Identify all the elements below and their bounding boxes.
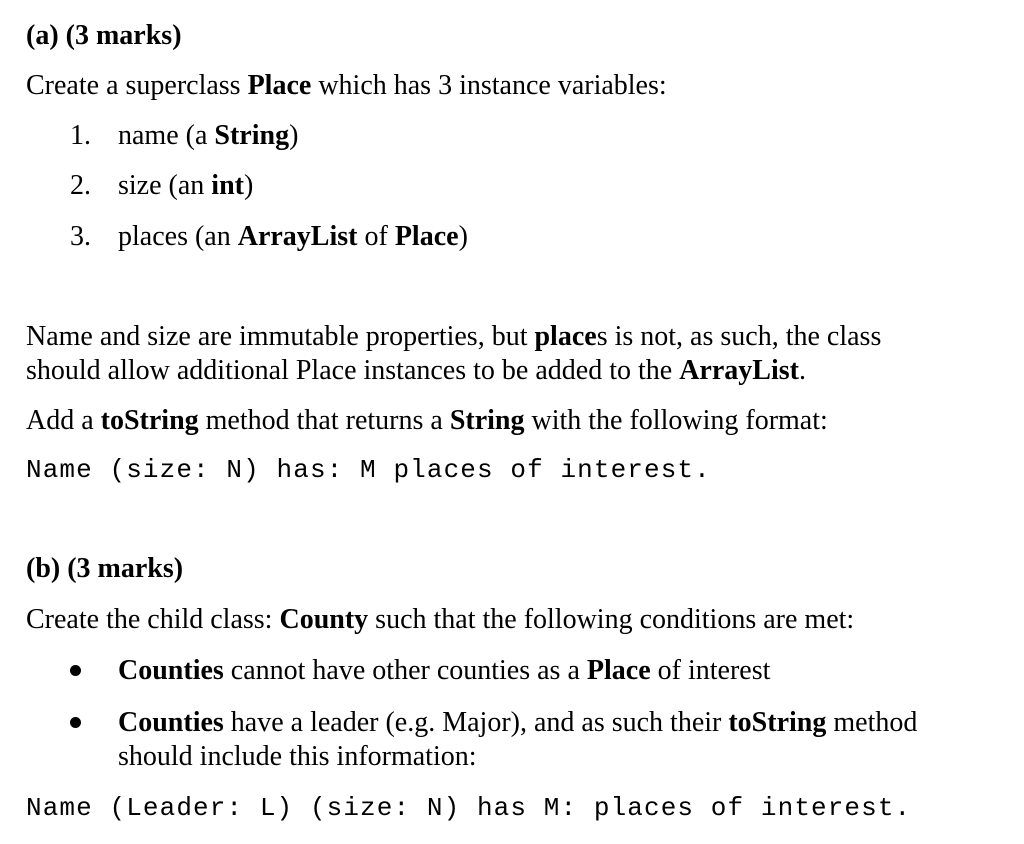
bullet-icon bbox=[70, 717, 81, 728]
list-item-text: size (an int) bbox=[118, 170, 254, 201]
bullet-icon bbox=[70, 665, 81, 676]
part-a-intro: Create a superclass Place which has 3 instance variables: bbox=[26, 70, 667, 101]
part-b-heading: (b) (3 marks) bbox=[26, 553, 184, 584]
list-item-text: Counties cannot have other counties as a Place of interest bbox=[118, 655, 771, 686]
part-a-heading: (a) (3 marks) bbox=[26, 20, 182, 51]
tostring-format-code: Name (size: N) has: M places of interest. bbox=[26, 455, 711, 485]
list-item-number: 3. bbox=[70, 221, 91, 252]
part-b-intro: Create the child class: County such that the following conditions are met: bbox=[26, 604, 855, 635]
list-item-number: 2. bbox=[70, 170, 91, 201]
paragraph-line: should allow additional Place instances to be added to the ArrayList. bbox=[26, 355, 806, 386]
county-format-code: Name (Leader: L) (size: N) has M: places of interest. bbox=[26, 793, 912, 823]
list-item-number: 1. bbox=[70, 120, 91, 151]
tostring-instruction: Add a toString method that returns a String with the following format: bbox=[26, 405, 828, 436]
list-item-text-continued: should include this information: bbox=[118, 741, 477, 772]
list-item-text: places (an ArrayList of Place) bbox=[118, 221, 468, 252]
list-item-text: name (a String) bbox=[118, 120, 299, 151]
list-item-text: Counties have a leader (e.g. Major), and as such their toString method bbox=[118, 707, 918, 738]
paragraph-line: Name and size are immutable properties, but places is not, as such, the class bbox=[26, 321, 882, 352]
